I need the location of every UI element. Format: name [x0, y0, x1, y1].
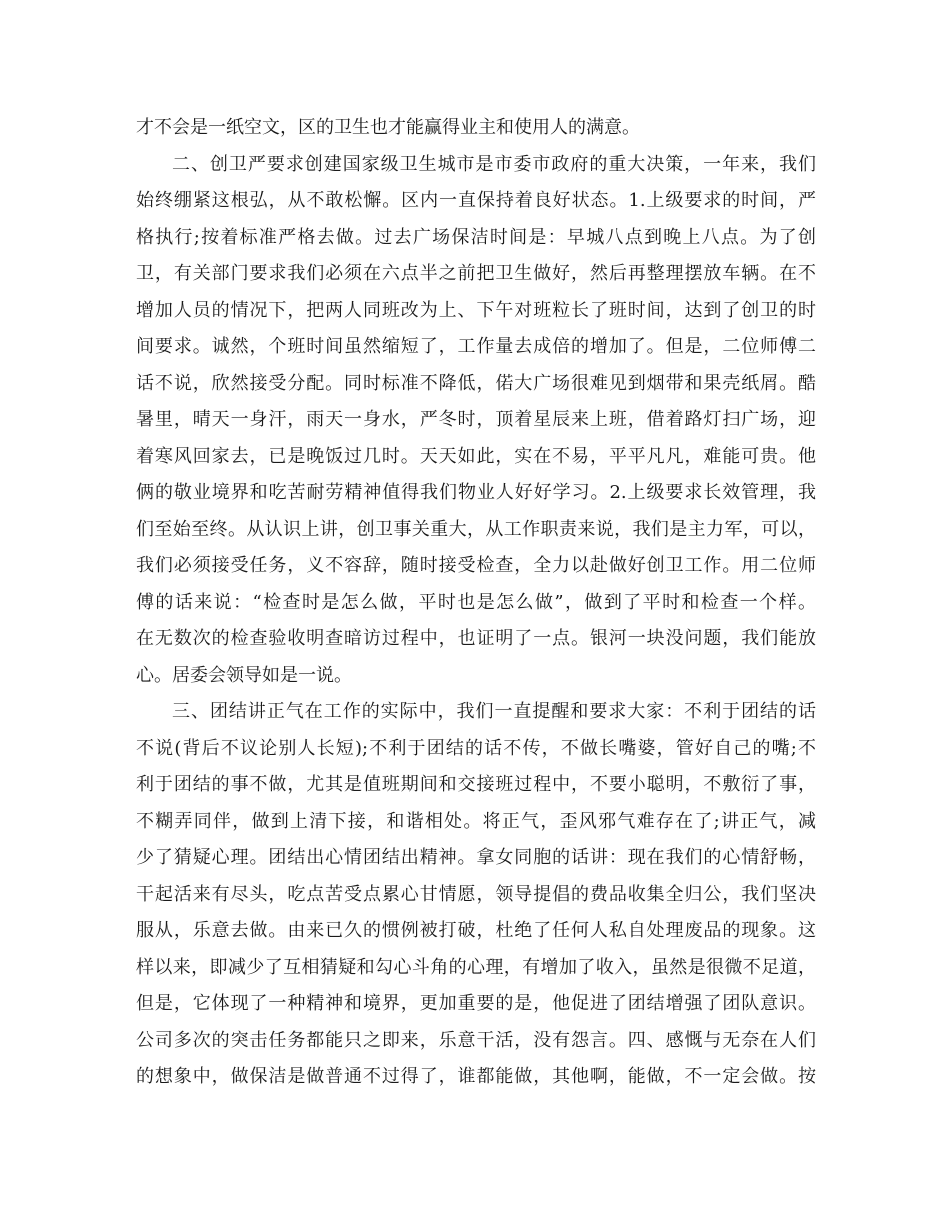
text-line: 暑里，晴天一身汗，雨天一身水，严冬时，顶着星辰来上班，借着路灯扫广场，迎: [136, 409, 816, 430]
text-line: 话不说，欣然接受分配。同时标准不降低，偌大广场很难见到烟带和果壳纸屑。酷: [136, 372, 816, 394]
text-line: 俩的敬业境界和吃苦耐劳精神值得我们物业人好好学习。2.上级要求长效管理，我: [136, 482, 816, 503]
text-line: 二、创卫严要求创建国家级卫生城市是市委市政府的重大决策，一年来，我们: [172, 153, 816, 175]
text-line: 增加人员的情况下，把两人同班改为上、下午对班粒长了班时间，达到了创卫的时: [136, 299, 816, 321]
text-line: 三、团结讲正气在工作的实际中，我们一直提醒和要求大家：不利于团结的话: [172, 701, 816, 722]
text-line: 格执行;按着标准严格去做。过去广场保洁时间是：早城八点到晚上八点。为了创: [136, 226, 816, 248]
document-body: [136, 110, 816, 1096]
text-line: 样以来，即减少了互相猜疑和勾心斗角的心理，有增加了收入，虽然是很微不足道，: [136, 956, 816, 978]
text-line: 心。居委会领导如是一说。: [136, 664, 352, 686]
text-line: 但是，它体现了一种精神和境界，更加重要的是，他促进了团结增强了团队意识。: [136, 993, 816, 1014]
text-line: 干起活来有尽头，吃点苦受点累心甘情愿，领导提倡的费品收集全归公，我们坚决: [136, 883, 816, 905]
text-line: 少了猜疑心理。团结出心情团结出精神。拿女同胞的话讲：现在我们的心情舒畅，: [136, 847, 816, 868]
text-line: 在无数次的检查验收明查暗访过程中，也证明了一点。银河一块没问题，我们能放: [136, 628, 816, 649]
text-line: 卫，有关部门要求我们必须在六点半之前把卫生做好，然后再整理摆放车辆。在不: [136, 263, 816, 284]
text-line: 才不会是一纸空文，区的卫生也才能赢得业主和使用人的满意。: [136, 117, 640, 138]
text-line: 不糊弄同伴，做到上清下接，和谐相处。将正气，歪风邪气难存在了;讲正气，减: [136, 810, 816, 832]
text-line: 傅的话来说：“检查时是怎么做，平时也是怎么做”，做到了平时和检查一个样。: [136, 591, 816, 613]
text-line: 的想象中，做保洁是做普通不过得了，谁都能做，其他啊，能做，不一定会做。按: [136, 1066, 816, 1087]
text-line: 不说(背后不议论别人长短);不利于团结的话不传，不做长嘴婆，管好自己的嘴;不: [136, 737, 816, 759]
text-line: 利于团结的事不做，尤其是值班期间和交接班过程中，不要小聪明，不敷衍了事，: [136, 774, 816, 795]
text-line: 间要求。诚然，个班时间虽然缩短了，工作量去成倍的增加了。但是，二位师傅二: [136, 336, 816, 357]
text-line: 我们必须接受任务，义不容辞，随时接受检查，全力以赴做好创卫工作。用二位师: [136, 555, 816, 576]
text-line: 公司多次的突击任务都能只之即来，乐意干活，没有怨言。四、感慨与无奈在人们: [136, 1029, 816, 1051]
text-line: 服从，乐意去做。由来已久的惯例被打破，杜绝了任何人私自处理废品的现象。这: [136, 920, 816, 941]
text-line: 始终绷紧这根弘，从不敢松懈。区内一直保持着良好状态。1.上级要求的时间，严: [136, 190, 816, 211]
text-line: 着寒风回家去，已是晚饭过几时。天天如此，实在不易，平平凡凡，难能可贵。他: [136, 445, 816, 467]
text-line: 们至始至终。从认识上讲，创卫事关重大，从工作职责来说，我们是主力军，可以，: [136, 518, 816, 540]
